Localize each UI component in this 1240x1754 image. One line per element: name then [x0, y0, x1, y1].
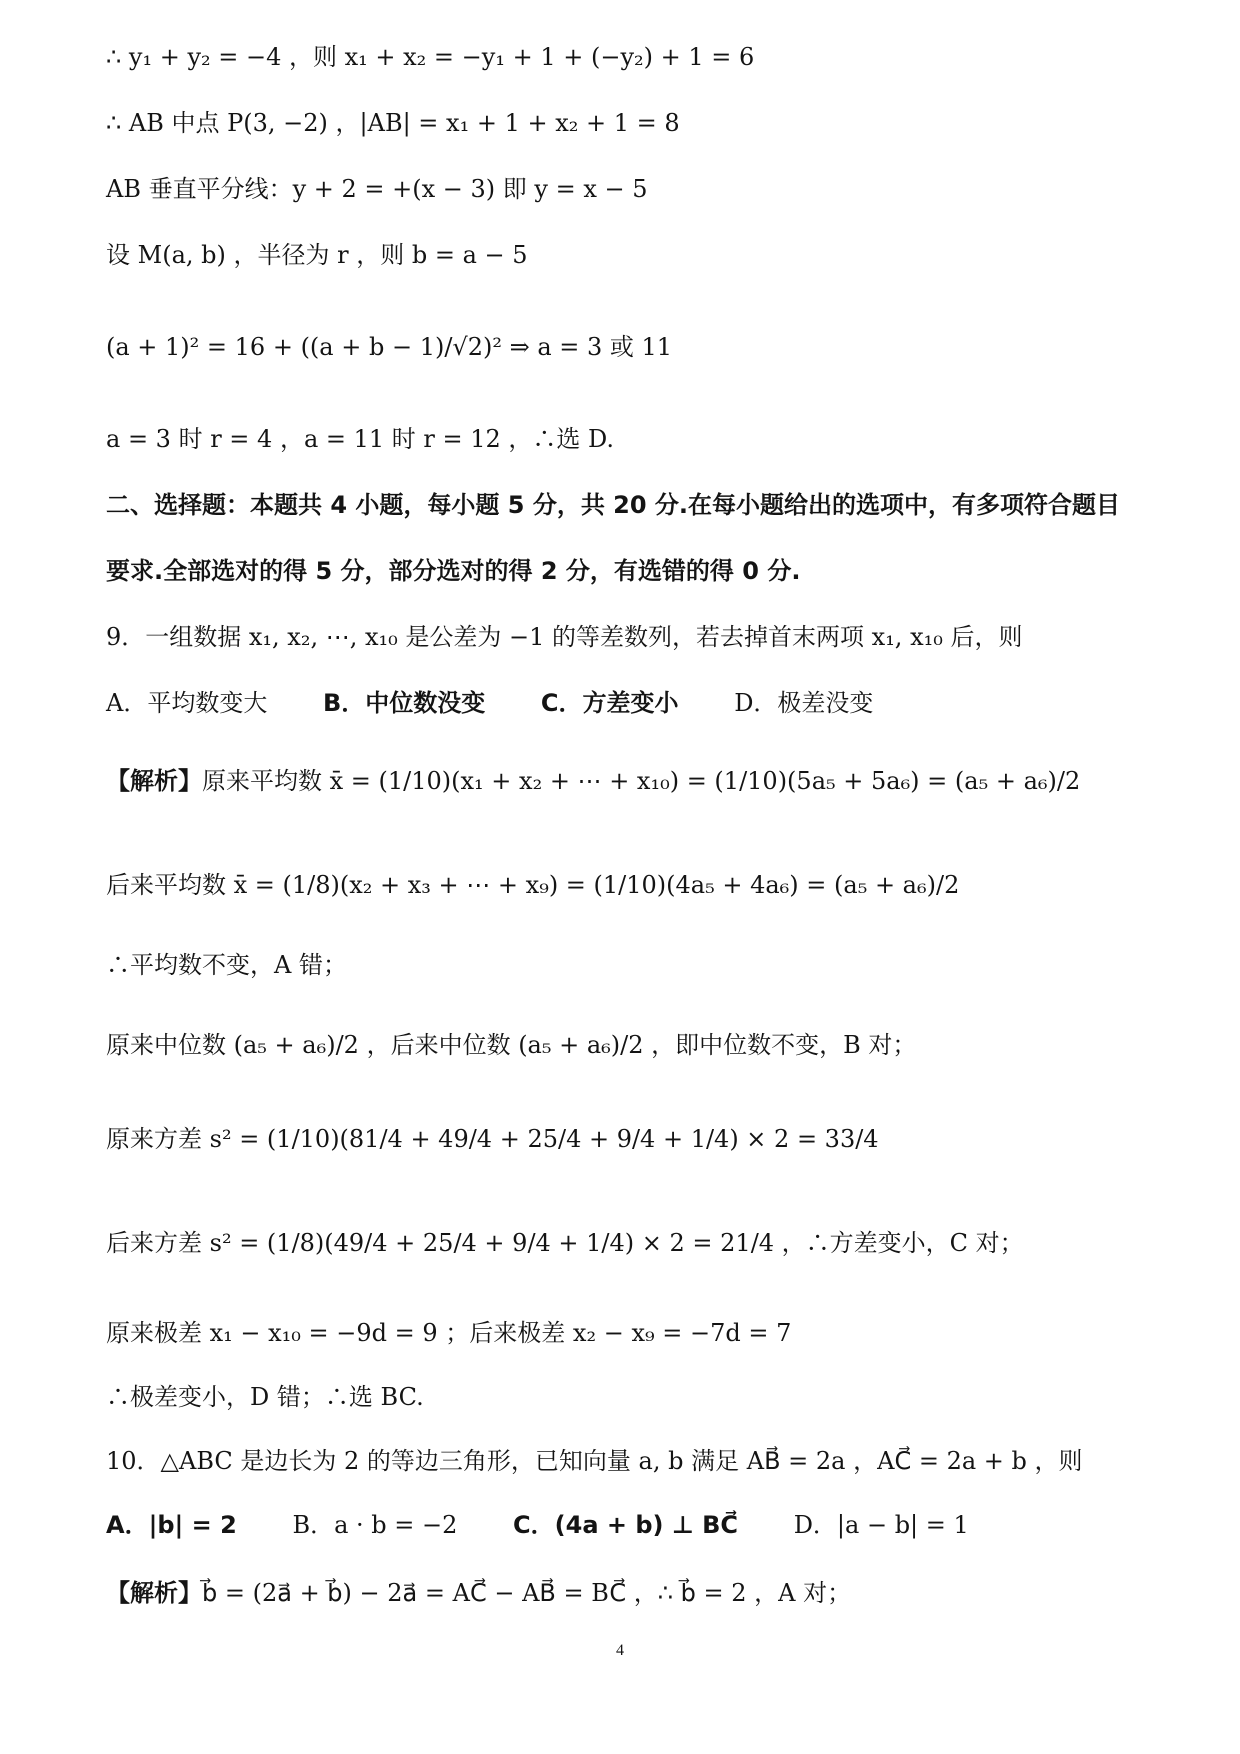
option-d: D．极差没变	[734, 689, 874, 717]
section-heading: 要求.全部选对的得 5 分，部分选对的得 2 分，有选错的得 0 分.	[106, 557, 801, 585]
text-line: AB 垂直平分线：y + 2 = +(x − 3) 即 y = x − 5	[106, 175, 648, 203]
question-10: 10．△ABC 是边长为 2 的等边三角形，已知向量 a, b 满足 AB⃗ = 2a ，AC⃗ = 2a + b ，则	[106, 1447, 1083, 1475]
option-a: A．|b| = 2	[106, 1511, 237, 1539]
option-c: C．方差变小	[540, 689, 679, 717]
analysis-text: 原来平均数 x̄ = (1/10)(x₁ + x₂ + ⋯ + x₁₀) = (1/10)(5a₅ + 5a₆) = (a₅ + a₆)/2	[202, 767, 1081, 795]
analysis-line	[106, 1578, 1180, 1608]
equation-line: (a + 1)² = 16 + ((a + b − 1)/√2)² ⇒ a = 3 或 11	[106, 333, 673, 361]
equation-line: 原来方差 s² = (1/10)(81/4 + 49/4 + 25/4 + 9/4 + 1/4) × 2 = 33/4	[106, 1125, 879, 1153]
text-line: ∴ y₁ + y₂ = −4 ，则 x₁ + x₂ = −y₁ + 1 + (−y₂) + 1 = 6	[106, 43, 755, 71]
option-c: C．(4a + b) ⊥ BC⃗	[513, 1511, 739, 1539]
text-line: 设 M(a, b) ，半径为 r ，则 b = a − 5	[106, 241, 528, 269]
question-10-options	[106, 1510, 1180, 1540]
equation-line: 原来中位数 (a₅ + a₆)/2 ，后来中位数 (a₅ + a₆)/2 ，即中位数不变，B 对；	[106, 1031, 917, 1059]
option-b: B．中位数没变	[322, 689, 486, 717]
analysis-line	[106, 766, 1180, 796]
question-9: 9．一组数据 x₁, x₂, ⋯, x₁₀ 是公差为 −1 的等差数列，若去掉首末两项 x₁, x₁₀ 后，则	[106, 623, 1023, 651]
text-line: ∴平均数不变，A 错；	[106, 951, 347, 979]
option-b: B．a · b = −2	[292, 1511, 458, 1539]
equation-line: 后来方差 s² = (1/8)(49/4 + 25/4 + 9/4 + 1/4) × 2 = 21/4 ，∴方差变小，C 对；	[106, 1229, 1024, 1257]
option-d: D．|a − b| = 1	[793, 1511, 969, 1539]
text-line: ∴ AB 中点 P(3, −2) ，|AB| = x₁ + 1 + x₂ + 1 = 8	[106, 109, 680, 137]
page-number: 4	[616, 1642, 624, 1659]
equation-line: 后来平均数 x̄ = (1/8)(x₂ + x₃ + ⋯ + x₉) = (1/10)(4a₅ + 4a₆) = (a₅ + a₆)/2	[106, 871, 960, 899]
text-line: 原来极差 x₁ − x₁₀ = −9d = 9 ；后来极差 x₂ − x₉ = −7d = 7	[106, 1319, 792, 1347]
section-heading: 二、选择题：本题共 4 小题，每小题 5 分，共 20 分.在每小题给出的选项中，有多项符合题目	[106, 491, 1121, 519]
text-line: a = 3 时 r = 4 ，a = 11 时 r = 12 ，∴选 D.	[106, 425, 615, 453]
option-a: A．平均数变大	[106, 689, 268, 717]
text-line: ∴极差变小，D 错；∴选 BC.	[106, 1383, 424, 1411]
analysis-label: 【解析】	[106, 767, 202, 795]
question-9-options	[106, 688, 1180, 718]
analysis-label: 【解析】	[106, 1579, 202, 1607]
analysis-text: b⃗ = (2a⃗ + b⃗) − 2a⃗ = AC⃗ − AB⃗ = BC⃗ ，∴ b⃗ = 2 ，A 对；	[202, 1579, 852, 1607]
